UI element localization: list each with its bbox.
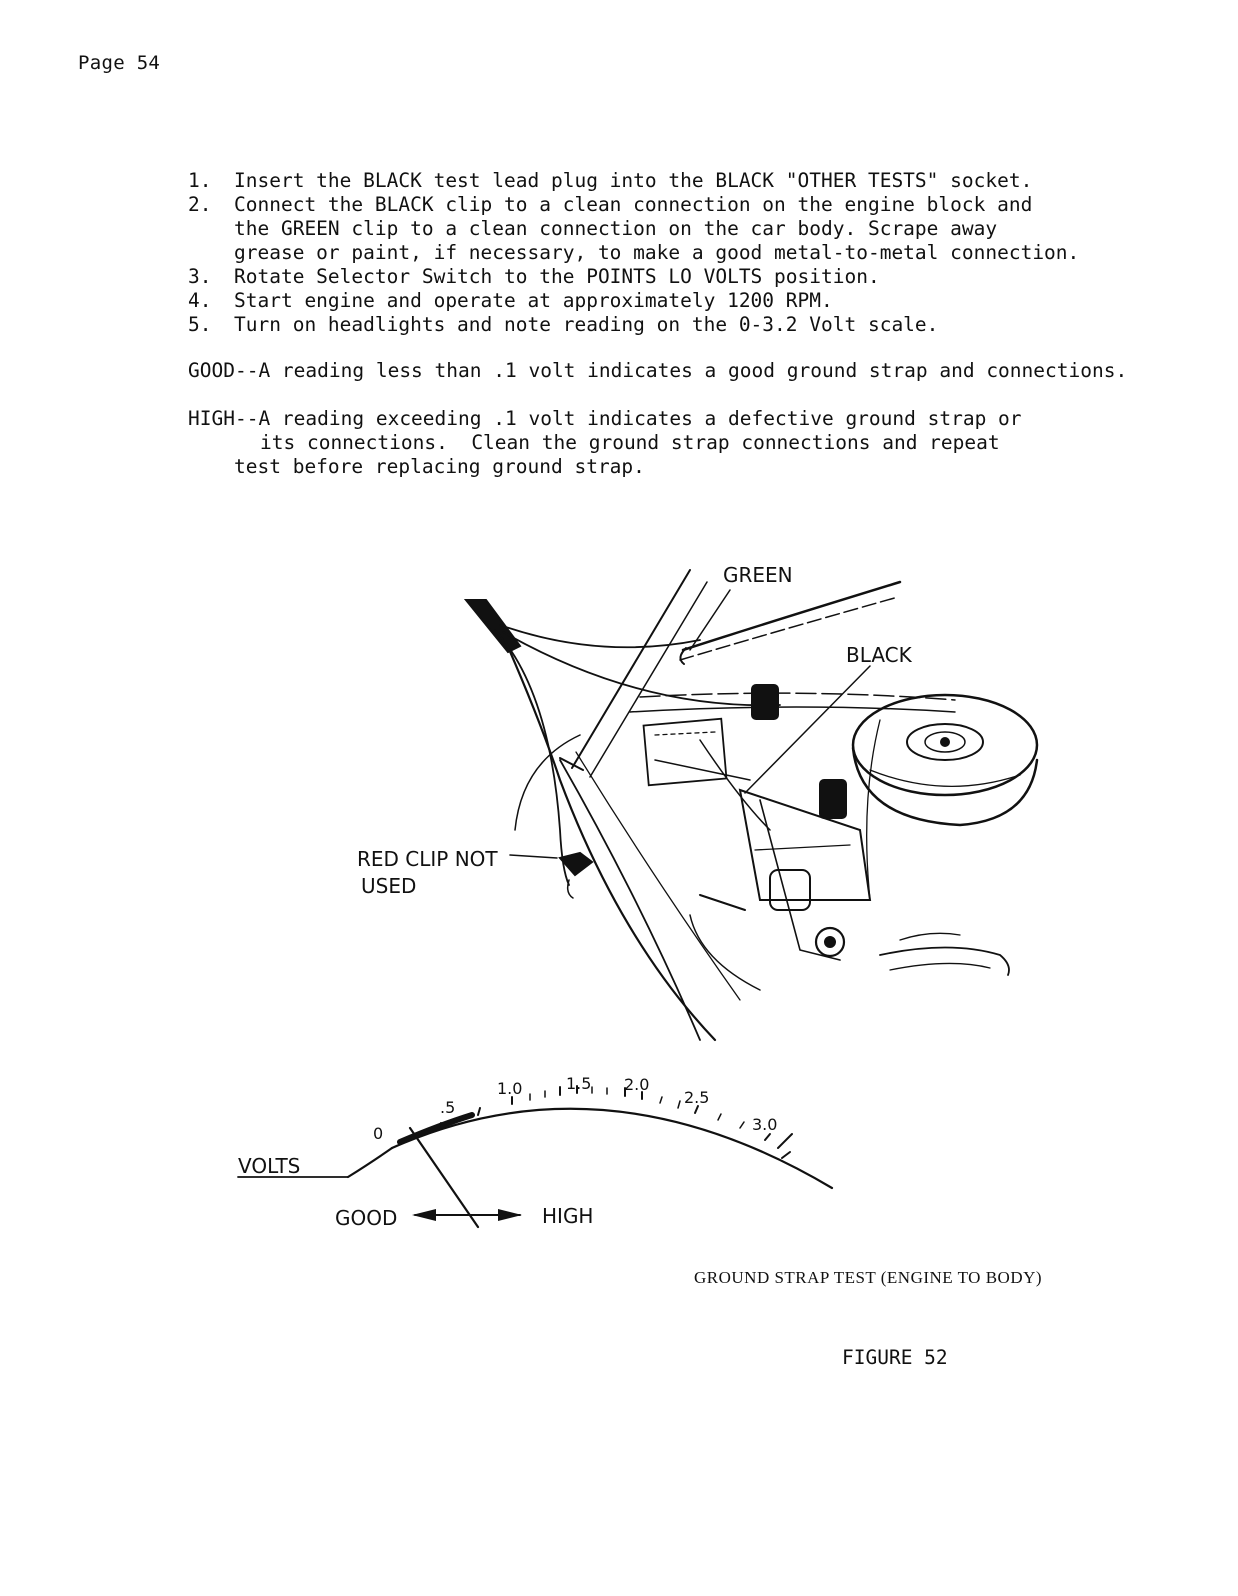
high-result-line: HIGH--A reading exceeding .1 volt indicates a defective ground strap or [188,407,1022,430]
volts-scale [238,1086,832,1227]
figure-caption: GROUND STRAP TEST (ENGINE TO BODY) [694,1268,1043,1287]
scale-tick-label: 2.5 [684,1088,710,1107]
scale-tick-label: 3.0 [752,1115,778,1134]
step-text: Connect the BLACK clip to a clean connection on the engine block and the GREEN clip to a clean connection on the car body. Scrape away grease or paint, if necessary, to make a good metal-to-metal connection. [234,193,1080,264]
step-text: Rotate Selector Switch to the POINTS LO VOLTS position. [234,265,880,288]
step-number: 2. [188,193,212,216]
volts-label: VOLTS [238,1154,301,1178]
step-number: 3. [188,265,212,288]
step-text: Insert the BLACK test lead plug into the BLACK "OTHER TESTS" socket. [234,169,1033,192]
black-clip-label: BLACK [846,643,912,667]
good-label: GOOD [335,1206,398,1230]
step-text: Turn on headlights and note reading on the 0-3.2 Volt scale. [234,313,939,336]
step-number: 1. [188,169,212,192]
scale-tick-label: .5 [440,1098,456,1117]
figure-number: FIGURE 52 [842,1346,948,1369]
step-number: 5. [188,313,212,336]
good-result-note: GOOD--A reading less than .1 volt indicates a good ground strap and connections. [188,359,1128,382]
scale-tick-label: 2.0 [624,1075,650,1094]
high-result-line: its connections. Clean the ground strap connections and repeat [260,431,1000,454]
high-label: HIGH [542,1204,594,1228]
step-text: Start engine and operate at approximately 1200 RPM. [234,289,833,312]
red-clip-label-line2: USED [361,874,417,898]
high-result-line: test before replacing ground strap. [234,455,645,478]
page-number: Page 54 [78,52,161,74]
scale-tick-label: 1.0 [497,1079,523,1098]
step-number: 4. [188,289,212,312]
scale-tick-label: 0 [373,1124,384,1143]
red-clip-label-line1: RED CLIP NOT [357,847,498,871]
scale-tick-label: 1.5 [566,1074,592,1093]
green-clip-label: GREEN [723,563,793,587]
